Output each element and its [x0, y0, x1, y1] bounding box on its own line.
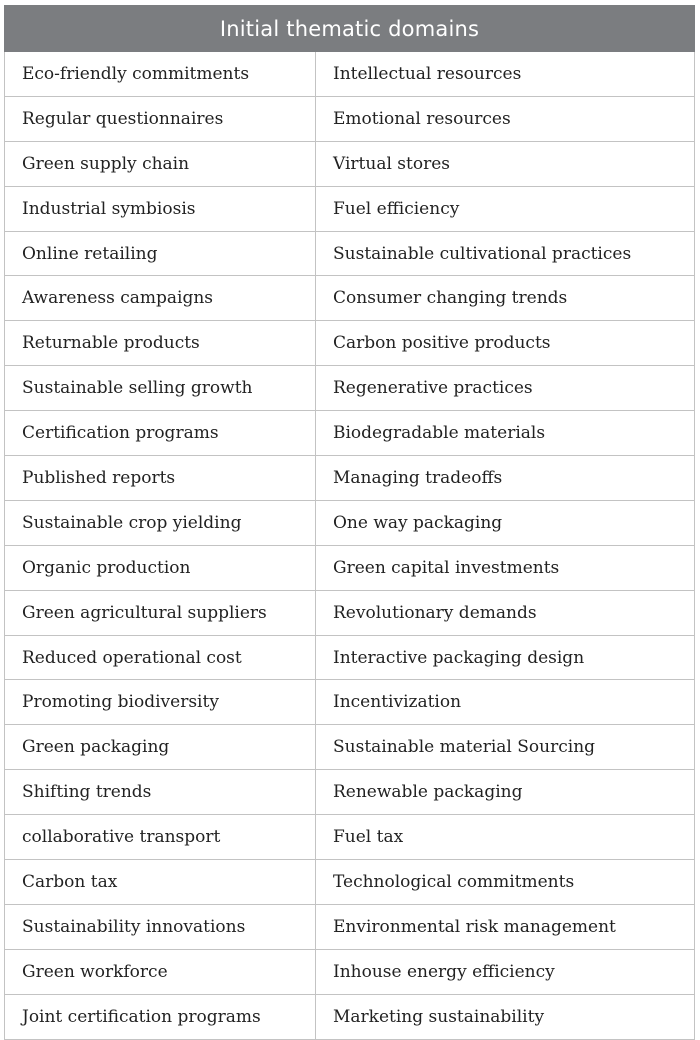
table-row	[5, 680, 695, 725]
table-cell-left: Sustainable selling growth	[5, 366, 316, 411]
table-row	[5, 770, 695, 815]
table-row	[5, 141, 695, 186]
table-row	[5, 635, 695, 680]
table-cell-right: Green capital investments	[316, 545, 695, 590]
table-row	[5, 815, 695, 860]
table-cell-right: Biodegradable materials	[316, 411, 695, 456]
table-row	[5, 500, 695, 545]
table-row	[5, 52, 695, 97]
table-row	[5, 860, 695, 905]
table-row	[5, 186, 695, 231]
table-cell-left: Returnable products	[5, 321, 316, 366]
table-cell-left: Reduced operational cost	[5, 635, 316, 680]
table-cell-left: Green workforce	[5, 949, 316, 994]
table-cell-right: Regenerative practices	[316, 366, 695, 411]
table-cell-right: Intellectual resources	[316, 52, 695, 97]
table-cell-right: Sustainable cultivational practices	[316, 231, 695, 276]
thematic-domains-table	[4, 5, 695, 1040]
table-cell-right: Marketing sustainability	[316, 994, 695, 1039]
table-cell-left: collaborative transport	[5, 815, 316, 860]
table-cell-left: Sustainable crop yielding	[5, 500, 316, 545]
table-row	[5, 456, 695, 501]
table-header: Initial thematic domains	[5, 6, 695, 52]
table-cell-left: Promoting biodiversity	[5, 680, 316, 725]
table-row	[5, 96, 695, 141]
table-cell-left: Certification programs	[5, 411, 316, 456]
table-row	[5, 321, 695, 366]
table-cell-right: Carbon positive products	[316, 321, 695, 366]
table-cell-right: Inhouse energy efficiency	[316, 949, 695, 994]
table-cell-left: Joint certification programs	[5, 994, 316, 1039]
thematic-domains-table-container	[4, 5, 694, 1040]
table-cell-left: Green agricultural suppliers	[5, 590, 316, 635]
table-row	[5, 545, 695, 590]
table-cell-left: Organic production	[5, 545, 316, 590]
table-body	[5, 52, 695, 1040]
table-row	[5, 725, 695, 770]
table-cell-left: Carbon tax	[5, 860, 316, 905]
table-cell-right: Emotional resources	[316, 96, 695, 141]
table-cell-right: Fuel efficiency	[316, 186, 695, 231]
table-cell-left: Online retailing	[5, 231, 316, 276]
table-cell-left: Shifting trends	[5, 770, 316, 815]
table-row	[5, 231, 695, 276]
table-cell-left: Sustainability innovations	[5, 904, 316, 949]
table-cell-right: Virtual stores	[316, 141, 695, 186]
table-cell-right: Interactive packaging design	[316, 635, 695, 680]
table-cell-right: Fuel tax	[316, 815, 695, 860]
table-cell-right: Sustainable material Sourcing	[316, 725, 695, 770]
table-cell-left: Eco-friendly commitments	[5, 52, 316, 97]
table-cell-right: Incentivization	[316, 680, 695, 725]
table-cell-right: Revolutionary demands	[316, 590, 695, 635]
table-cell-left: Regular questionnaires	[5, 96, 316, 141]
table-cell-right: Consumer changing trends	[316, 276, 695, 321]
table-cell-left: Awareness campaigns	[5, 276, 316, 321]
table-row	[5, 590, 695, 635]
table-cell-right: Environmental risk management	[316, 904, 695, 949]
table-cell-right: Technological commitments	[316, 860, 695, 905]
table-cell-left: Green packaging	[5, 725, 316, 770]
table-cell-left: Industrial symbiosis	[5, 186, 316, 231]
table-row	[5, 904, 695, 949]
table-row	[5, 411, 695, 456]
table-row	[5, 366, 695, 411]
table-cell-left: Published reports	[5, 456, 316, 501]
table-cell-right: Managing tradeoffs	[316, 456, 695, 501]
table-cell-right: Renewable packaging	[316, 770, 695, 815]
table-row	[5, 276, 695, 321]
table-row	[5, 994, 695, 1039]
table-cell-left: Green supply chain	[5, 141, 316, 186]
table-row	[5, 949, 695, 994]
table-header-row	[5, 6, 695, 52]
table-cell-right: One way packaging	[316, 500, 695, 545]
